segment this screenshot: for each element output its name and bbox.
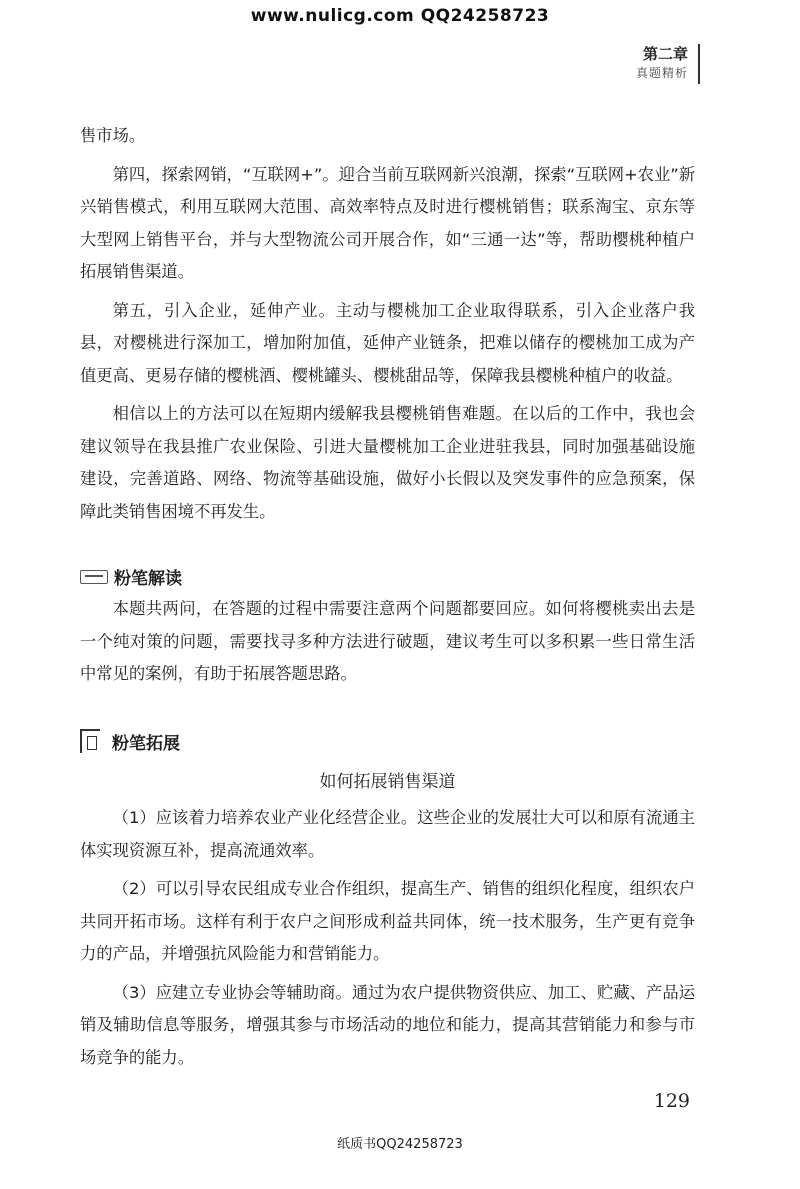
page-number: 129: [653, 1090, 690, 1112]
paragraph: 售市场。: [80, 126, 146, 145]
watermark-top: www.nulicg.com QQ24258723: [250, 6, 550, 26]
paragraph: 第五，引入企业，延伸产业。主动与樱桃加工企业取得联系，引入企业落户我县，对樱桃进行深加工，增加附加值，延伸产业链条，把难以储存的樱桃加工成为产值更高、更易存储的樱桃酒、樱桃罐头、樱桃甜品等，保障我县樱桃种植户的收益。: [80, 300, 695, 385]
main-text: [80, 120, 695, 528]
section-subtitle: 如何拓展销售渠道: [319, 772, 456, 792]
paragraph: 第四，探索网销，“互联网+”。迎合当前互联网新兴浪潮，探索“互联网+农业”新兴销售模式，利用互联网大范围、高效率特点及时进行樱桃销售；联系淘宝、京东等大型网上销售平台，并与大型物流公司开展合作，如“三通一达”等，帮助樱桃种植户拓展销售渠道。: [80, 164, 695, 281]
section-title: 粉笔拓展: [112, 733, 180, 754]
list-item: （3）应建立专业协会等辅助商。通过为农户提供物资供应、加工、贮藏、产品运销及辅助信息等服务，增强其参与市场活动的地位和能力，提高其营销能力和参与市场竞争的能力。: [80, 982, 695, 1067]
list-item: （1）应该着力培养农业产业化经营企业。这些企业的发展壮大可以和原有流通主体实现资源互补，提高流通效率。: [80, 808, 695, 860]
watermark-bottom: 纸质书QQ24258723: [337, 1137, 463, 1152]
chapter-subtitle: 真题精析: [635, 66, 688, 80]
paragraph: 相信以上的方法可以在短期内缓解我县樱桃销售难题。在以后的工作中，我也会建议领导在我县推广农业保险、引进大量樱桃加工企业进驻我县，同时加强基础设施建设，完善道路、网络、物流等基础设施，做好小长假以及突发事件的应急预案，保障此类销售困境不再发生。: [80, 404, 695, 521]
chalk-icon: [80, 570, 108, 584]
section-text: 本题共两问，在答题的过程中需要注意两个问题都要回应。如何将樱桃卖出去是一个纯对策的问题，需要找寻多种方法进行破题，建议考生可以多积累一些日常生活中常见的案例，有助于拓展答题思路。: [80, 599, 695, 683]
chapter-label: 第二章: [642, 45, 688, 63]
extension-icon: [80, 729, 100, 753]
section-extension: [80, 724, 695, 1074]
section-reading: [80, 559, 695, 691]
section-heading: [80, 559, 695, 593]
chapter-header: [636, 44, 700, 84]
section-heading: [80, 724, 695, 758]
section-title: 粉笔解读: [114, 568, 182, 589]
list-item: （2）可以引导农民组成专业合作组织，提高生产、销售的组织化程度，组织农户共同开拓市场。这样有利于农户之间形成利益共同体，统一技术服务，生产更有竞争力的产品，并增强抗风险能力和营销能力。: [80, 879, 695, 963]
